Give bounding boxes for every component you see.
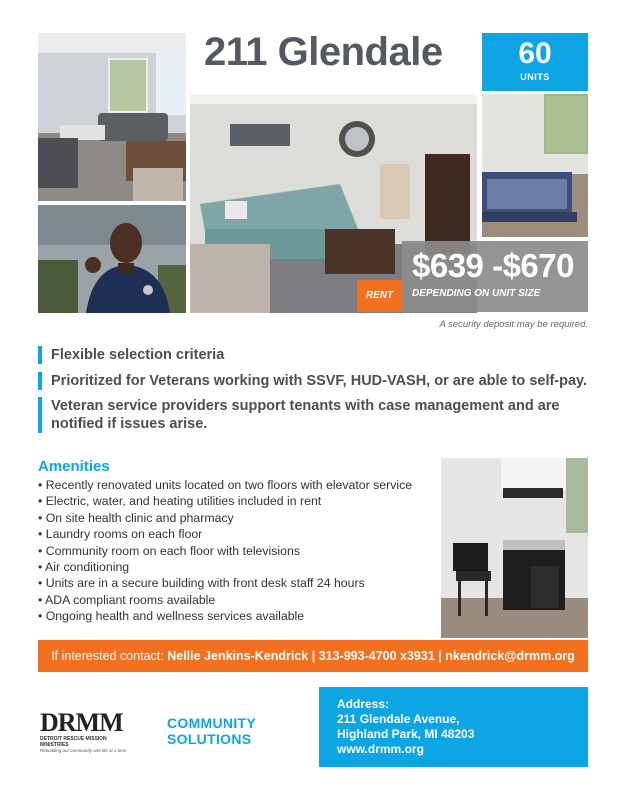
amenity-item: • ADA compliant rooms available xyxy=(38,592,412,608)
drmm-full-name: DETROIT RESCUE MISSION MINISTRIES xyxy=(40,736,107,748)
units-count: 60 xyxy=(518,37,552,70)
contact-details: Nellie Jenkins-Kendrick | 313-993-4700 x3931 | nkendrick@drmm.org xyxy=(167,649,575,663)
amenity-item: • Ongoing health and wellness services available xyxy=(38,608,412,624)
amenity-item: • Community room on each floor with televisions xyxy=(38,543,412,559)
address-box xyxy=(319,687,588,767)
criteria-item: Flexible selection criteria xyxy=(38,346,588,364)
drmm-logo-text: DRMM xyxy=(40,708,123,737)
units-badge xyxy=(482,33,588,91)
criteria-item: Prioritized for Veterans working with SSVF, HUD-VASH, or are able to self-pay. xyxy=(38,372,588,390)
address-line2: Highland Park, MI 48203 xyxy=(337,727,475,741)
amenity-item: • Electric, water, and heating utilities included in rent xyxy=(38,493,412,509)
contact-bar xyxy=(38,640,588,672)
cs-line2: SOLUTIONS xyxy=(167,731,252,747)
amenities-list xyxy=(38,477,412,625)
page-title: 211 Glendale xyxy=(204,30,443,74)
kitchenette-photo xyxy=(441,458,588,638)
community-solutions-logo xyxy=(167,715,256,747)
amenities-title: Amenities xyxy=(38,458,110,475)
price-note: DEPENDING ON UNIT SIZE xyxy=(412,288,541,299)
amenity-item: • Air conditioning xyxy=(38,559,412,575)
amenity-item: • Recently renovated units located on two floors with elevator service xyxy=(38,477,412,493)
amenity-item: • On site health clinic and pharmacy xyxy=(38,510,412,526)
cs-line1: COMMUNITY xyxy=(167,715,257,731)
drmm-tagline: Rebuilding our community one life at a time. xyxy=(40,748,128,753)
contact-prefix: If interested contact: xyxy=(51,649,164,663)
amenity-item: • Units are in a secure building with front desk staff 24 hours xyxy=(38,575,412,591)
address-label: Address: xyxy=(337,697,390,711)
website-link[interactable]: www.drmm.org xyxy=(337,742,424,756)
rent-tag: RENT xyxy=(357,280,402,312)
address-line1: 211 Glendale Avenue, xyxy=(337,712,460,726)
price-box xyxy=(402,241,588,312)
drmm-logo xyxy=(40,708,130,753)
price-amount: $639 -$670 xyxy=(412,247,574,284)
bedroom-photo xyxy=(482,94,588,237)
tenant-photo xyxy=(38,205,186,313)
criteria-item: Veteran service providers support tenants with case management and are notified if issues arise. xyxy=(38,397,588,433)
deposit-note: A security deposit may be required. xyxy=(439,319,588,330)
amenity-item: • Laundry rooms on each floor xyxy=(38,526,412,542)
units-label: UNITS xyxy=(520,72,550,82)
lobby-photo xyxy=(38,33,186,201)
